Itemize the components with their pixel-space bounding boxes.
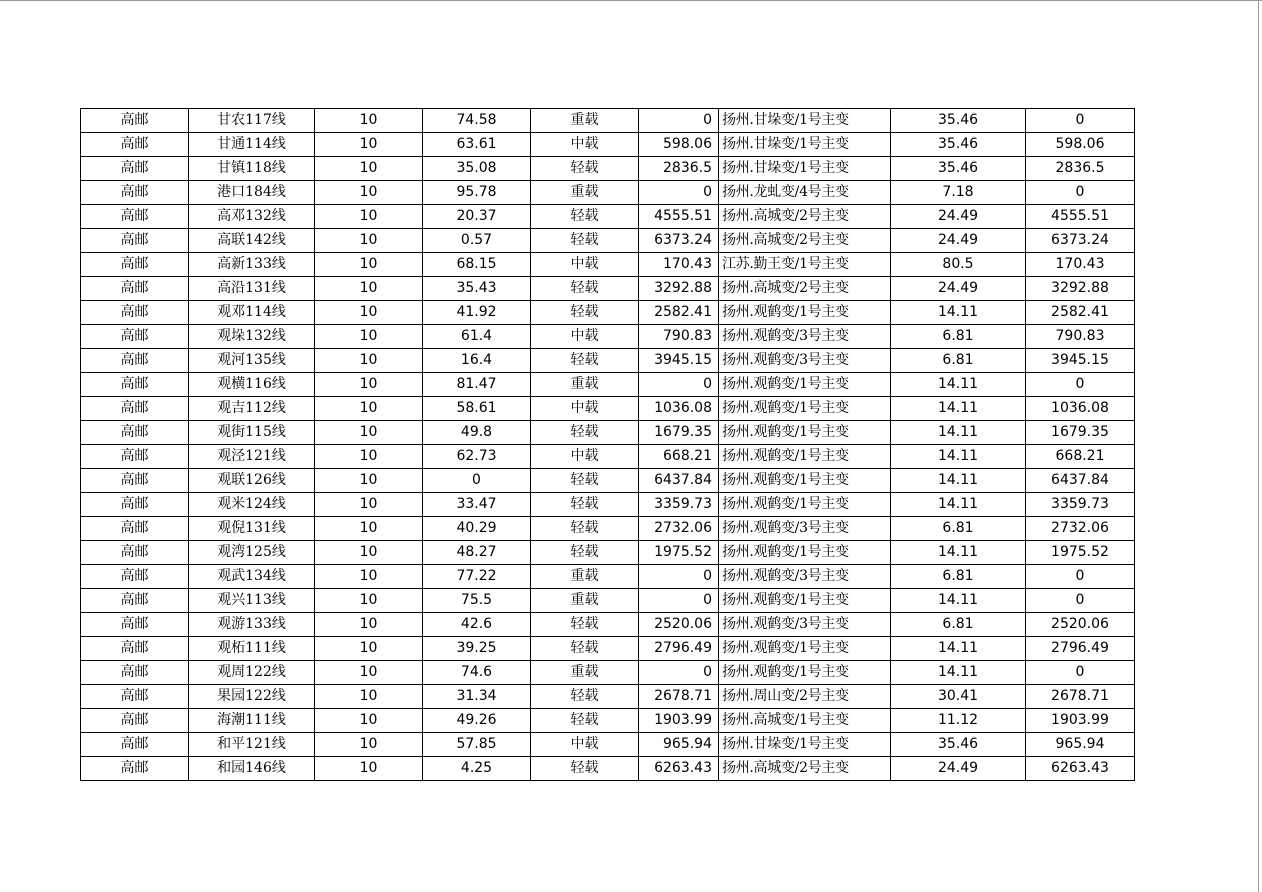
- transformer-cell: 扬州.高城变/1号主变: [719, 709, 891, 733]
- transformer-available-cell: 2796.49: [1026, 637, 1135, 661]
- load-status-cell: 轻载: [531, 277, 639, 301]
- feeder-name-cell: 观联126线: [189, 469, 315, 493]
- available-capacity-cell: 2732.06: [639, 517, 719, 541]
- feeder-name-cell: 观周122线: [189, 661, 315, 685]
- transformer-load-cell: 14.11: [891, 589, 1026, 613]
- load-status-cell: 轻载: [531, 517, 639, 541]
- table-row: [81, 493, 1135, 517]
- transformer-cell: 扬州.观鹤变/1号主变: [719, 661, 891, 685]
- transformer-load-cell: 7.18: [891, 181, 1026, 205]
- load-rate-cell: 41.92: [423, 301, 531, 325]
- transformer-available-cell: 3292.88: [1026, 277, 1135, 301]
- table-row: [81, 349, 1135, 373]
- available-capacity-cell: 3359.73: [639, 493, 719, 517]
- transformer-cell: 扬州.甘垛变/1号主变: [719, 109, 891, 133]
- table-row: [81, 253, 1135, 277]
- feeder-name-cell: 高邓132线: [189, 205, 315, 229]
- transformer-available-cell: 668.21: [1026, 445, 1135, 469]
- transformer-load-cell: 6.81: [891, 325, 1026, 349]
- transformer-available-cell: 0: [1026, 109, 1135, 133]
- feeder-name-cell: 观吉112线: [189, 397, 315, 421]
- transformer-cell: 扬州.观鹤变/1号主变: [719, 373, 891, 397]
- load-rate-cell: 20.37: [423, 205, 531, 229]
- transformer-available-cell: 598.06: [1026, 133, 1135, 157]
- county-cell: 高邮: [81, 157, 189, 181]
- available-capacity-cell: 0: [639, 589, 719, 613]
- voltage-cell: 10: [315, 229, 423, 253]
- table-row: [81, 133, 1135, 157]
- load-status-cell: 轻载: [531, 229, 639, 253]
- voltage-cell: 10: [315, 733, 423, 757]
- load-status-cell: 轻载: [531, 157, 639, 181]
- load-rate-cell: 75.5: [423, 589, 531, 613]
- transformer-available-cell: 0: [1026, 565, 1135, 589]
- transformer-available-cell: 2582.41: [1026, 301, 1135, 325]
- transformer-available-cell: 6263.43: [1026, 757, 1135, 781]
- transformer-available-cell: 1679.35: [1026, 421, 1135, 445]
- transformer-available-cell: 3359.73: [1026, 493, 1135, 517]
- table-row: [81, 421, 1135, 445]
- voltage-cell: 10: [315, 541, 423, 565]
- voltage-cell: 10: [315, 157, 423, 181]
- transformer-available-cell: 1975.52: [1026, 541, 1135, 565]
- transformer-load-cell: 14.11: [891, 661, 1026, 685]
- load-rate-cell: 16.4: [423, 349, 531, 373]
- load-rate-cell: 33.47: [423, 493, 531, 517]
- feeder-name-cell: 观武134线: [189, 565, 315, 589]
- transformer-available-cell: 790.83: [1026, 325, 1135, 349]
- transformer-load-cell: 6.81: [891, 613, 1026, 637]
- table-row: [81, 277, 1135, 301]
- load-rate-cell: 0: [423, 469, 531, 493]
- feeder-name-cell: 果园122线: [189, 685, 315, 709]
- transformer-available-cell: 2678.71: [1026, 685, 1135, 709]
- load-rate-cell: 4.25: [423, 757, 531, 781]
- county-cell: 高邮: [81, 325, 189, 349]
- voltage-cell: 10: [315, 277, 423, 301]
- available-capacity-cell: 3292.88: [639, 277, 719, 301]
- county-cell: 高邮: [81, 733, 189, 757]
- available-capacity-cell: 2520.06: [639, 613, 719, 637]
- feeder-name-cell: 和园146线: [189, 757, 315, 781]
- county-cell: 高邮: [81, 469, 189, 493]
- available-capacity-cell: 2796.49: [639, 637, 719, 661]
- available-capacity-cell: 1679.35: [639, 421, 719, 445]
- load-rate-cell: 0.57: [423, 229, 531, 253]
- transformer-cell: 扬州.观鹤变/1号主变: [719, 301, 891, 325]
- load-status-cell: 中载: [531, 325, 639, 349]
- available-capacity-cell: 1975.52: [639, 541, 719, 565]
- available-capacity-cell: 0: [639, 661, 719, 685]
- available-capacity-cell: 2678.71: [639, 685, 719, 709]
- transformer-cell: 扬州.高城变/2号主变: [719, 277, 891, 301]
- county-cell: 高邮: [81, 349, 189, 373]
- available-capacity-cell: 2836.5: [639, 157, 719, 181]
- load-status-cell: 轻载: [531, 613, 639, 637]
- transformer-cell: 扬州.龙虬变/4号主变: [719, 181, 891, 205]
- table-row: [81, 733, 1135, 757]
- load-status-cell: 重载: [531, 181, 639, 205]
- table-row: [81, 469, 1135, 493]
- load-rate-cell: 35.43: [423, 277, 531, 301]
- feeder-name-cell: 港口184线: [189, 181, 315, 205]
- transformer-load-cell: 35.46: [891, 157, 1026, 181]
- transformer-available-cell: 6373.24: [1026, 229, 1135, 253]
- available-capacity-cell: 598.06: [639, 133, 719, 157]
- transformer-cell: 扬州.高城变/2号主变: [719, 205, 891, 229]
- transformer-load-cell: 14.11: [891, 397, 1026, 421]
- transformer-cell: 扬州.观鹤变/3号主变: [719, 325, 891, 349]
- voltage-cell: 10: [315, 181, 423, 205]
- table-row: [81, 613, 1135, 637]
- transformer-load-cell: 24.49: [891, 757, 1026, 781]
- county-cell: 高邮: [81, 757, 189, 781]
- feeder-name-cell: 高新133线: [189, 253, 315, 277]
- voltage-cell: 10: [315, 373, 423, 397]
- transformer-load-cell: 35.46: [891, 133, 1026, 157]
- available-capacity-cell: 1036.08: [639, 397, 719, 421]
- feeder-name-cell: 观游133线: [189, 613, 315, 637]
- load-status-cell: 轻载: [531, 757, 639, 781]
- available-capacity-cell: 965.94: [639, 733, 719, 757]
- transformer-load-cell: 35.46: [891, 109, 1026, 133]
- available-capacity-cell: 0: [639, 565, 719, 589]
- load-rate-cell: 95.78: [423, 181, 531, 205]
- available-capacity-cell: 2582.41: [639, 301, 719, 325]
- load-status-cell: 中载: [531, 733, 639, 757]
- load-status-cell: 轻载: [531, 709, 639, 733]
- table-row: [81, 565, 1135, 589]
- load-status-cell: 中载: [531, 445, 639, 469]
- load-status-cell: 轻载: [531, 469, 639, 493]
- table-row: [81, 541, 1135, 565]
- transformer-cell: 扬州.观鹤变/1号主变: [719, 469, 891, 493]
- voltage-cell: 10: [315, 517, 423, 541]
- county-cell: 高邮: [81, 637, 189, 661]
- feeder-name-cell: 观柘111线: [189, 637, 315, 661]
- voltage-cell: 10: [315, 493, 423, 517]
- load-rate-cell: 49.8: [423, 421, 531, 445]
- table-row: [81, 397, 1135, 421]
- load-rate-cell: 31.34: [423, 685, 531, 709]
- transformer-cell: 扬州.高城变/2号主变: [719, 757, 891, 781]
- voltage-cell: 10: [315, 325, 423, 349]
- load-rate-cell: 49.26: [423, 709, 531, 733]
- available-capacity-cell: 3945.15: [639, 349, 719, 373]
- transformer-available-cell: 6437.84: [1026, 469, 1135, 493]
- load-rate-cell: 57.85: [423, 733, 531, 757]
- available-capacity-cell: 668.21: [639, 445, 719, 469]
- transformer-load-cell: 14.11: [891, 445, 1026, 469]
- load-rate-cell: 68.15: [423, 253, 531, 277]
- load-status-cell: 轻载: [531, 493, 639, 517]
- county-cell: 高邮: [81, 493, 189, 517]
- transformer-cell: 扬州.观鹤变/3号主变: [719, 517, 891, 541]
- voltage-cell: 10: [315, 709, 423, 733]
- load-status-cell: 重载: [531, 109, 639, 133]
- transformer-available-cell: 2520.06: [1026, 613, 1135, 637]
- transformer-cell: 扬州.观鹤变/1号主变: [719, 541, 891, 565]
- feeder-name-cell: 观河135线: [189, 349, 315, 373]
- transformer-cell: 扬州.观鹤变/1号主变: [719, 493, 891, 517]
- transformer-load-cell: 35.46: [891, 733, 1026, 757]
- feeder-name-cell: 观街115线: [189, 421, 315, 445]
- load-rate-cell: 39.25: [423, 637, 531, 661]
- transformer-available-cell: 2732.06: [1026, 517, 1135, 541]
- transformer-available-cell: 0: [1026, 373, 1135, 397]
- load-rate-cell: 74.6: [423, 661, 531, 685]
- transformer-load-cell: 24.49: [891, 229, 1026, 253]
- transformer-load-cell: 14.11: [891, 301, 1026, 325]
- load-rate-cell: 81.47: [423, 373, 531, 397]
- table-row: [81, 637, 1135, 661]
- table-row: [81, 589, 1135, 613]
- transformer-load-cell: 14.11: [891, 541, 1026, 565]
- transformer-available-cell: 0: [1026, 181, 1135, 205]
- transformer-load-cell: 14.11: [891, 493, 1026, 517]
- transformer-available-cell: 3945.15: [1026, 349, 1135, 373]
- county-cell: 高邮: [81, 301, 189, 325]
- voltage-cell: 10: [315, 253, 423, 277]
- voltage-cell: 10: [315, 205, 423, 229]
- available-capacity-cell: 1903.99: [639, 709, 719, 733]
- county-cell: 高邮: [81, 373, 189, 397]
- county-cell: 高邮: [81, 565, 189, 589]
- voltage-cell: 10: [315, 685, 423, 709]
- transformer-load-cell: 14.11: [891, 373, 1026, 397]
- load-status-cell: 重载: [531, 589, 639, 613]
- transformer-cell: 扬州.甘垛变/1号主变: [719, 157, 891, 181]
- available-capacity-cell: 0: [639, 109, 719, 133]
- feeder-name-cell: 观米124线: [189, 493, 315, 517]
- county-cell: 高邮: [81, 229, 189, 253]
- transformer-available-cell: 0: [1026, 661, 1135, 685]
- county-cell: 高邮: [81, 397, 189, 421]
- transformer-available-cell: 2836.5: [1026, 157, 1135, 181]
- table-row: [81, 325, 1135, 349]
- transformer-cell: 扬州.观鹤变/3号主变: [719, 613, 891, 637]
- table-row: [81, 301, 1135, 325]
- table-row: [81, 181, 1135, 205]
- table-row: [81, 157, 1135, 181]
- table-row: [81, 205, 1135, 229]
- feeder-name-cell: 高沿131线: [189, 277, 315, 301]
- load-rate-cell: 35.08: [423, 157, 531, 181]
- transformer-cell: 扬州.甘垛变/1号主变: [719, 133, 891, 157]
- available-capacity-cell: 4555.51: [639, 205, 719, 229]
- table-row: [81, 757, 1135, 781]
- transformer-available-cell: 965.94: [1026, 733, 1135, 757]
- transformer-cell: 扬州.观鹤变/1号主变: [719, 445, 891, 469]
- transformer-load-cell: 11.12: [891, 709, 1026, 733]
- voltage-cell: 10: [315, 445, 423, 469]
- transformer-load-cell: 6.81: [891, 565, 1026, 589]
- load-status-cell: 轻载: [531, 685, 639, 709]
- county-cell: 高邮: [81, 541, 189, 565]
- transformer-available-cell: 0: [1026, 589, 1135, 613]
- load-rate-cell: 48.27: [423, 541, 531, 565]
- feeder-name-cell: 和平121线: [189, 733, 315, 757]
- page-top-border: [0, 0, 1262, 1]
- feeder-name-cell: 高联142线: [189, 229, 315, 253]
- county-cell: 高邮: [81, 685, 189, 709]
- transformer-load-cell: 6.81: [891, 517, 1026, 541]
- county-cell: 高邮: [81, 205, 189, 229]
- load-rate-cell: 74.58: [423, 109, 531, 133]
- transformer-cell: 扬州.甘垛变/1号主变: [719, 733, 891, 757]
- available-capacity-cell: 790.83: [639, 325, 719, 349]
- county-cell: 高邮: [81, 181, 189, 205]
- voltage-cell: 10: [315, 109, 423, 133]
- feeder-name-cell: 甘农117线: [189, 109, 315, 133]
- table-body: [81, 109, 1135, 781]
- load-status-cell: 中载: [531, 253, 639, 277]
- transformer-load-cell: 24.49: [891, 205, 1026, 229]
- county-cell: 高邮: [81, 421, 189, 445]
- transformer-cell: 扬州.观鹤变/1号主变: [719, 589, 891, 613]
- voltage-cell: 10: [315, 661, 423, 685]
- table-row: [81, 373, 1135, 397]
- feeder-name-cell: 观邓114线: [189, 301, 315, 325]
- county-cell: 高邮: [81, 709, 189, 733]
- transformer-cell: 扬州.周山变/2号主变: [719, 685, 891, 709]
- transformer-load-cell: 6.81: [891, 349, 1026, 373]
- load-status-cell: 重载: [531, 661, 639, 685]
- feeder-name-cell: 海潮111线: [189, 709, 315, 733]
- transformer-cell: 江苏.勤王变/1号主变: [719, 253, 891, 277]
- transformer-cell: 扬州.观鹤变/1号主变: [719, 397, 891, 421]
- transformer-available-cell: 4555.51: [1026, 205, 1135, 229]
- transformer-cell: 扬州.观鹤变/3号主变: [719, 565, 891, 589]
- county-cell: 高邮: [81, 133, 189, 157]
- voltage-cell: 10: [315, 301, 423, 325]
- transformer-load-cell: 14.11: [891, 421, 1026, 445]
- feeder-name-cell: 观泾121线: [189, 445, 315, 469]
- voltage-cell: 10: [315, 565, 423, 589]
- load-status-cell: 轻载: [531, 301, 639, 325]
- voltage-cell: 10: [315, 589, 423, 613]
- table-row: [81, 517, 1135, 541]
- voltage-cell: 10: [315, 469, 423, 493]
- load-rate-cell: 61.4: [423, 325, 531, 349]
- load-rate-cell: 42.6: [423, 613, 531, 637]
- page-right-border: [1258, 0, 1259, 892]
- county-cell: 高邮: [81, 109, 189, 133]
- voltage-cell: 10: [315, 421, 423, 445]
- load-status-cell: 轻载: [531, 205, 639, 229]
- county-cell: 高邮: [81, 661, 189, 685]
- load-rate-cell: 58.61: [423, 397, 531, 421]
- transformer-load-cell: 30.41: [891, 685, 1026, 709]
- transformer-cell: 扬州.高城变/2号主变: [719, 229, 891, 253]
- voltage-cell: 10: [315, 757, 423, 781]
- feeder-name-cell: 观兴113线: [189, 589, 315, 613]
- feeder-name-cell: 甘镇118线: [189, 157, 315, 181]
- feeder-name-cell: 观湾125线: [189, 541, 315, 565]
- load-status-cell: 轻载: [531, 349, 639, 373]
- transformer-cell: 扬州.观鹤变/1号主变: [719, 637, 891, 661]
- voltage-cell: 10: [315, 397, 423, 421]
- available-capacity-cell: 0: [639, 181, 719, 205]
- load-status-cell: 重载: [531, 373, 639, 397]
- county-cell: 高邮: [81, 517, 189, 541]
- county-cell: 高邮: [81, 445, 189, 469]
- transformer-cell: 扬州.观鹤变/1号主变: [719, 421, 891, 445]
- load-status-cell: 轻载: [531, 541, 639, 565]
- table-row: [81, 109, 1135, 133]
- load-status-cell: 中载: [531, 133, 639, 157]
- feeder-name-cell: 观垛132线: [189, 325, 315, 349]
- available-capacity-cell: 6263.43: [639, 757, 719, 781]
- load-status-cell: 轻载: [531, 637, 639, 661]
- load-rate-cell: 62.73: [423, 445, 531, 469]
- transformer-load-cell: 14.11: [891, 469, 1026, 493]
- county-cell: 高邮: [81, 613, 189, 637]
- table-row: [81, 229, 1135, 253]
- county-cell: 高邮: [81, 253, 189, 277]
- transformer-cell: 扬州.观鹤变/3号主变: [719, 349, 891, 373]
- transformer-load-cell: 14.11: [891, 637, 1026, 661]
- voltage-cell: 10: [315, 349, 423, 373]
- load-rate-cell: 40.29: [423, 517, 531, 541]
- table-row: [81, 445, 1135, 469]
- voltage-cell: 10: [315, 613, 423, 637]
- available-capacity-cell: 170.43: [639, 253, 719, 277]
- voltage-cell: 10: [315, 637, 423, 661]
- transformer-available-cell: 1036.08: [1026, 397, 1135, 421]
- load-rate-cell: 77.22: [423, 565, 531, 589]
- transformer-available-cell: 1903.99: [1026, 709, 1135, 733]
- feeder-name-cell: 甘通114线: [189, 133, 315, 157]
- county-cell: 高邮: [81, 277, 189, 301]
- transformer-load-cell: 24.49: [891, 277, 1026, 301]
- load-status-cell: 重载: [531, 565, 639, 589]
- feeder-name-cell: 观横116线: [189, 373, 315, 397]
- voltage-cell: 10: [315, 133, 423, 157]
- table-row: [81, 661, 1135, 685]
- load-rate-cell: 63.61: [423, 133, 531, 157]
- load-status-cell: 中载: [531, 397, 639, 421]
- transformer-load-cell: 80.5: [891, 253, 1026, 277]
- table-row: [81, 709, 1135, 733]
- load-status-cell: 轻载: [531, 421, 639, 445]
- table-row: [81, 685, 1135, 709]
- feeder-load-table: [80, 108, 1135, 781]
- available-capacity-cell: 6437.84: [639, 469, 719, 493]
- feeder-name-cell: 观倪131线: [189, 517, 315, 541]
- available-capacity-cell: 0: [639, 373, 719, 397]
- county-cell: 高邮: [81, 589, 189, 613]
- available-capacity-cell: 6373.24: [639, 229, 719, 253]
- transformer-available-cell: 170.43: [1026, 253, 1135, 277]
